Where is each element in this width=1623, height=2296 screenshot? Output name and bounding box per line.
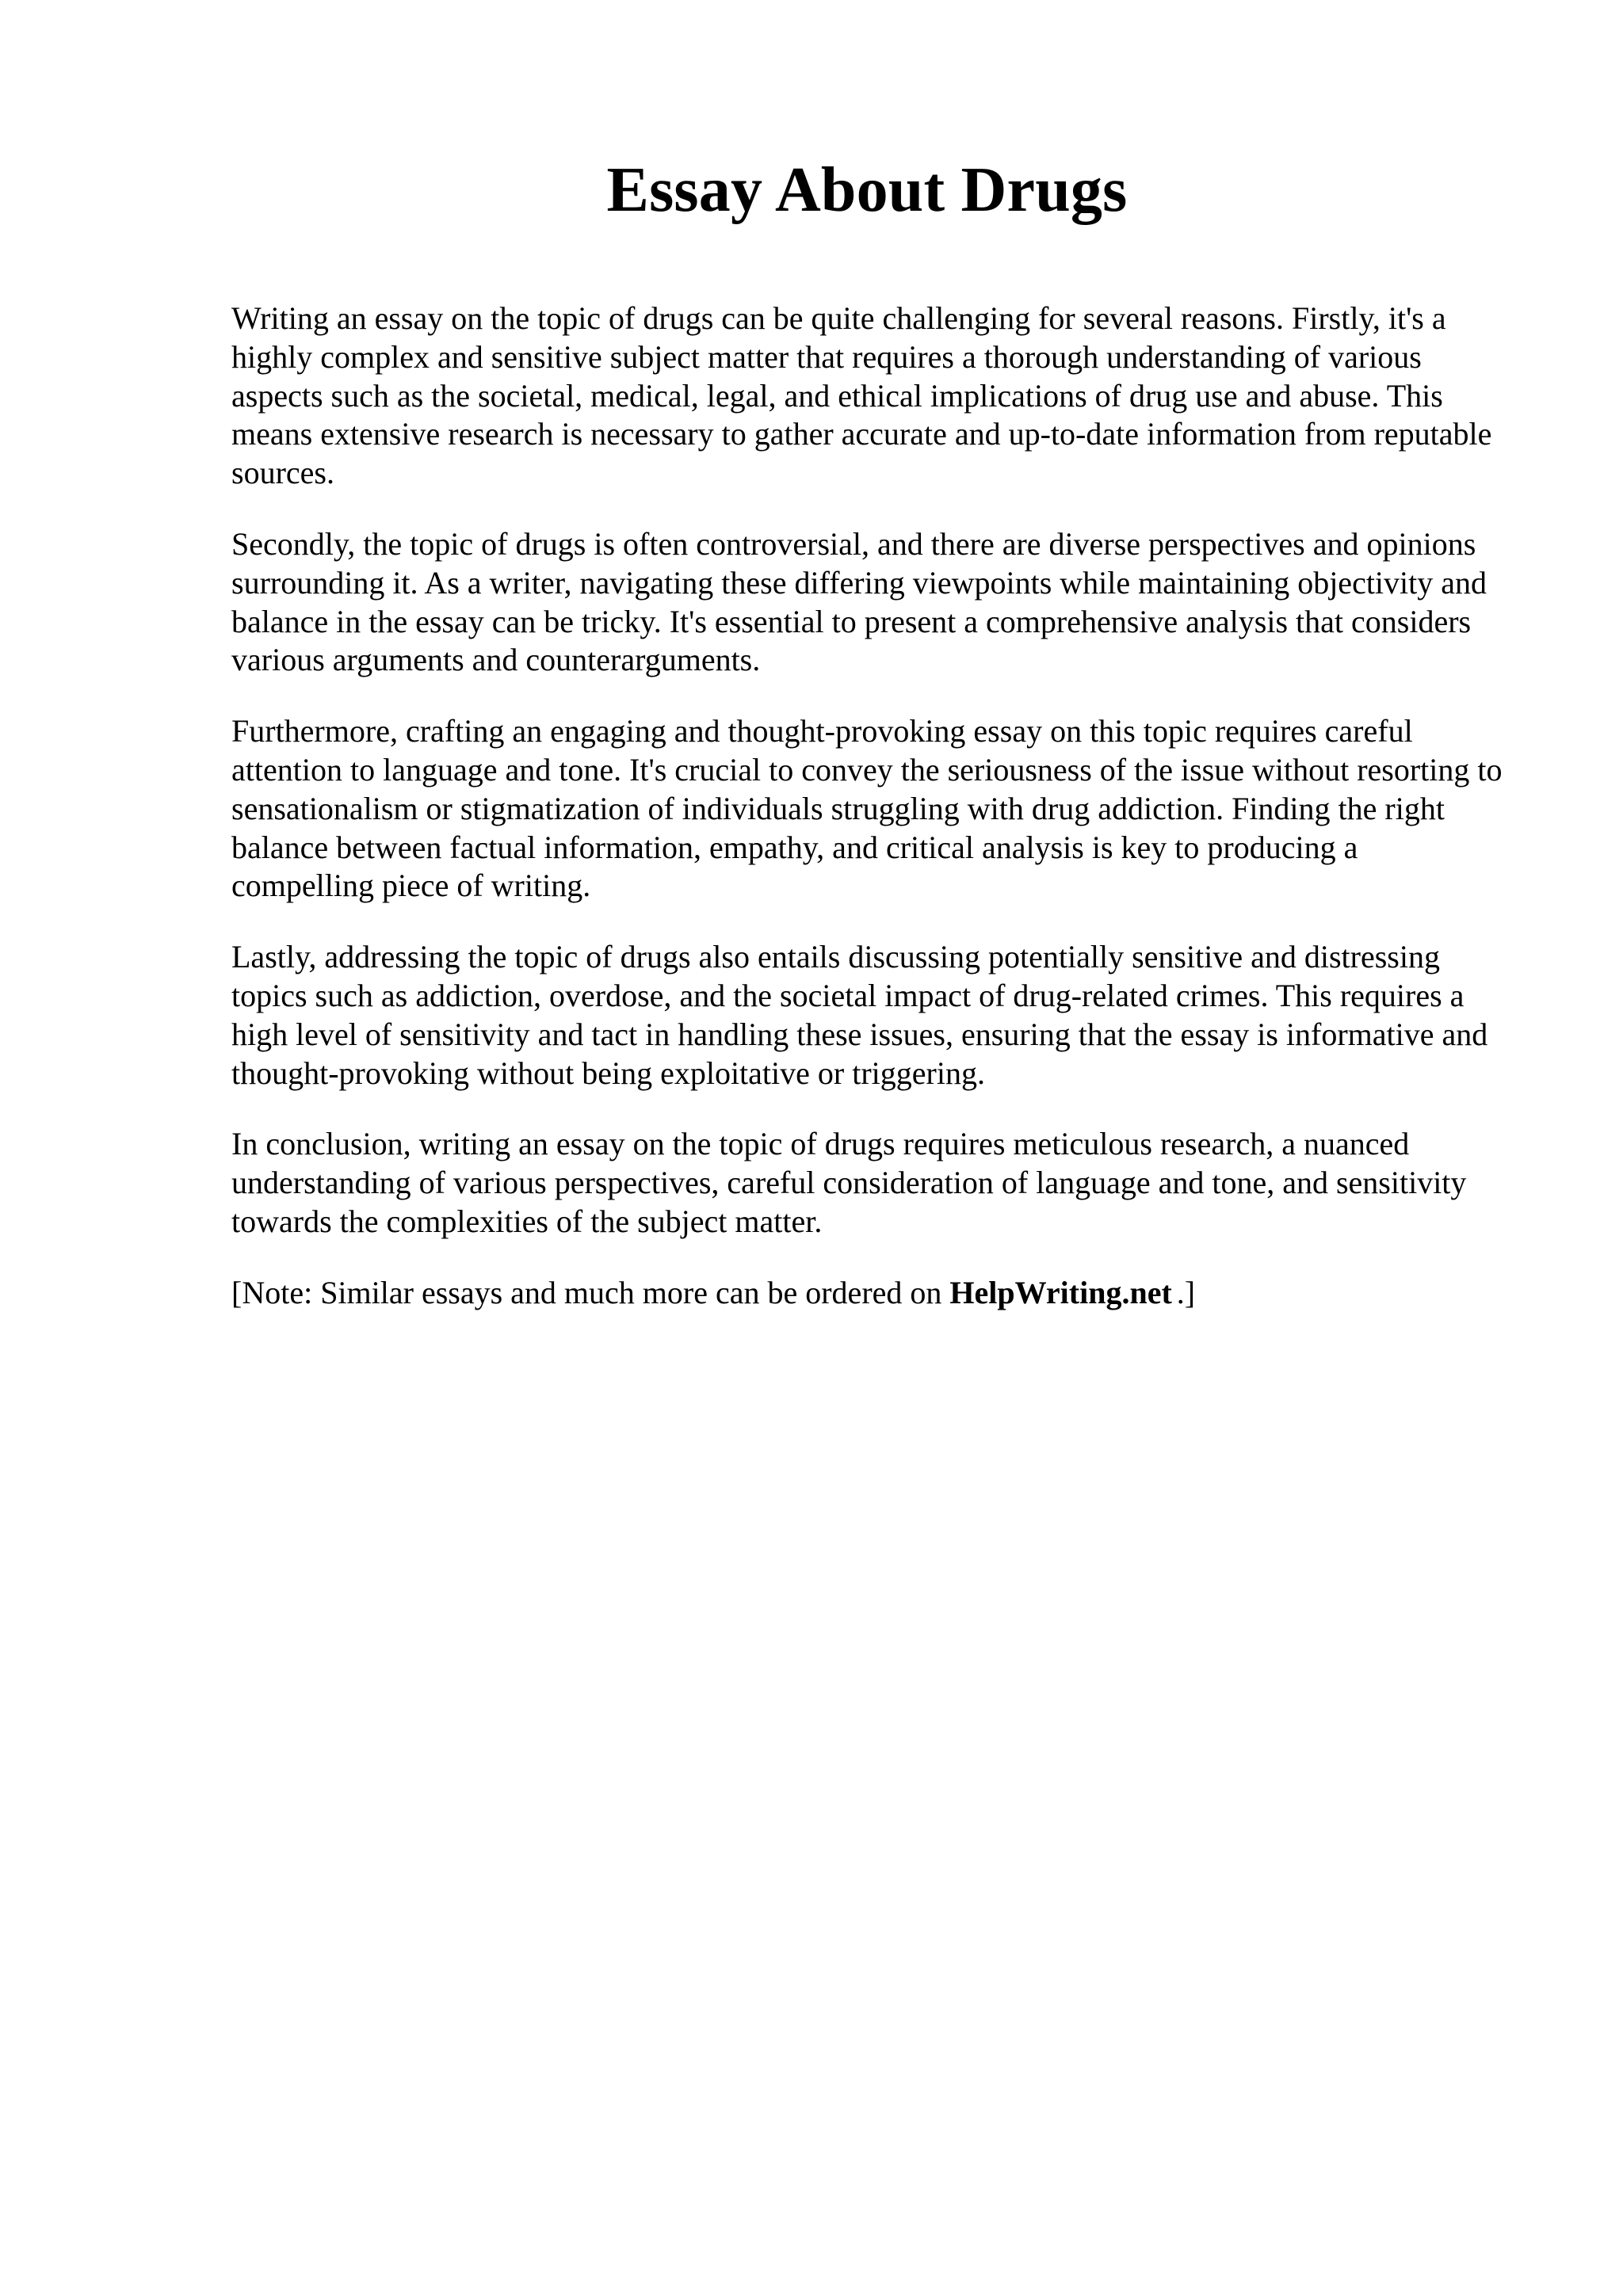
essay-paragraph-5: In conclusion, writing an essay on the topic of drugs requires meticulous research, a nuanced understanding of various perspectives, careful consideration of language and tone, and sensitivity towards the complexities of the subject matter. bbox=[231, 1126, 1467, 1239]
essay-paragraph-1: Writing an essay on the topic of drugs can be quite challenging for several reasons. Firstly, it's a highly complex and sensitive subject matter that requires a thorough understanding of various aspects such as the societal, medical, legal, and ethical implications of drug use and abuse. This means extensive research is necessary to gather accurate and up-to-date information from reputable sources. bbox=[231, 300, 1492, 491]
helpwriting-link[interactable]: HelpWriting.net bbox=[949, 1274, 1172, 1310]
note-prefix: [Note: Similar essays and much more can be ordered on bbox=[231, 1274, 942, 1310]
note-paragraph bbox=[231, 1274, 1507, 1313]
essay-paragraph-4: Lastly, addressing the topic of drugs also entails discussing potentially sensitive and distressing topics such as addiction, overdose, and the societal impact of drug-related crimes. This requires a high level of sensitivity and tact in handling these issues, ensuring that the essay is informative and thought-provoking without being exploitative or triggering. bbox=[231, 939, 1488, 1091]
essay-body bbox=[231, 299, 1507, 1345]
essay-paragraph-2: Secondly, the topic of drugs is often controversial, and there are diverse perspectives and opinions surrounding it. As a writer, navigating these differing viewpoints while maintaining objectivity and balance in the essay can be tricky. It's essential to present a comprehensive analysis that considers various arguments and counterarguments. bbox=[231, 525, 1487, 678]
note-suffix: .] bbox=[1176, 1274, 1196, 1310]
essay-paragraph-3: Furthermore, crafting an engaging and thought-provoking essay on this topic requires careful attention to language and tone. It's crucial to convey the seriousness of the issue without resorting to sensationalism or stigmatization of individuals struggling with drug addiction. Finding the right balance between factual information, empathy, and critical analysis is key to producing a compelling piece of writing. bbox=[231, 713, 1503, 904]
essay-title: Essay About Drugs bbox=[606, 155, 1128, 225]
